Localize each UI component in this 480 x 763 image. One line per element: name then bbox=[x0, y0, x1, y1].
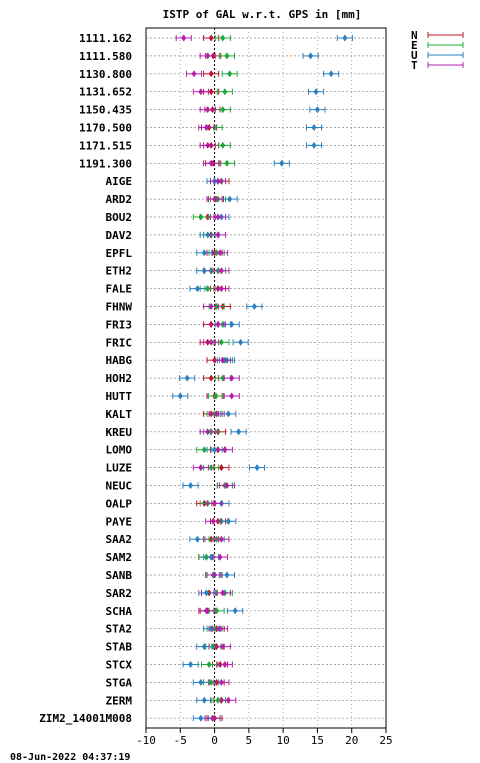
station-label: ZERM bbox=[105, 694, 132, 708]
data-point bbox=[219, 679, 224, 686]
data-point bbox=[238, 339, 243, 346]
data-point bbox=[226, 410, 231, 417]
data-point bbox=[209, 70, 214, 77]
data-point bbox=[195, 536, 200, 543]
station-label: 1150.435 bbox=[79, 103, 132, 117]
marker-u bbox=[183, 482, 198, 489]
station-label: LOMO bbox=[105, 443, 132, 457]
data-point bbox=[212, 500, 217, 507]
station-label: ZIM2_14001M008 bbox=[39, 712, 132, 726]
station-label: 1171.515 bbox=[79, 139, 132, 153]
station-label: 1130.800 bbox=[79, 67, 132, 81]
marker-t bbox=[204, 339, 219, 346]
marker-t bbox=[221, 697, 236, 704]
timestamp: 08-Jun-2022 04:37:19 bbox=[10, 752, 131, 763]
station-label: 1111.162 bbox=[79, 32, 132, 45]
marker-e bbox=[217, 88, 232, 95]
marker-n bbox=[204, 70, 219, 77]
data-point bbox=[195, 285, 200, 292]
data-point bbox=[314, 88, 319, 95]
marker-e bbox=[219, 160, 234, 167]
data-point bbox=[220, 142, 225, 149]
data-point bbox=[224, 572, 229, 579]
data-point bbox=[198, 214, 203, 221]
marker-u bbox=[193, 679, 208, 686]
marker-t bbox=[193, 464, 208, 471]
marker-e bbox=[215, 106, 230, 113]
data-point bbox=[220, 35, 225, 42]
station-label: AIGE bbox=[105, 175, 132, 189]
station-label: 1191.300 bbox=[79, 157, 132, 171]
marker-u bbox=[324, 70, 339, 77]
station-label: NEUC bbox=[105, 479, 132, 493]
marker-t bbox=[207, 500, 222, 507]
marker-u bbox=[222, 196, 237, 203]
marker-t bbox=[186, 70, 201, 77]
station-label: KREU bbox=[105, 425, 132, 439]
data-point bbox=[315, 106, 320, 113]
data-point bbox=[220, 106, 225, 113]
marker-u bbox=[310, 106, 325, 113]
data-point bbox=[185, 375, 190, 382]
data-point bbox=[308, 52, 313, 59]
data-point bbox=[219, 339, 224, 346]
marker-t bbox=[213, 554, 228, 561]
data-point bbox=[209, 375, 214, 382]
legend-label: T bbox=[411, 59, 418, 72]
data-point bbox=[207, 661, 212, 668]
station-label: STCX bbox=[105, 658, 132, 672]
marker-e bbox=[202, 661, 217, 668]
data-point bbox=[229, 393, 234, 400]
data-point bbox=[209, 464, 214, 471]
marker-u bbox=[197, 267, 212, 274]
marker-u bbox=[197, 697, 212, 704]
data-point bbox=[198, 464, 203, 471]
marker-u bbox=[337, 35, 352, 42]
station-label: SAM2 bbox=[105, 551, 132, 565]
data-point bbox=[216, 231, 221, 238]
marker-t bbox=[224, 375, 239, 382]
marker-u bbox=[306, 142, 321, 149]
data-point bbox=[227, 70, 232, 77]
marker-u bbox=[228, 607, 243, 614]
marker-e bbox=[215, 142, 230, 149]
marker-e bbox=[219, 52, 234, 59]
marker-u bbox=[274, 160, 289, 167]
data-point bbox=[211, 518, 216, 525]
data-point bbox=[188, 482, 193, 489]
legend-label: U bbox=[411, 49, 418, 62]
data-point bbox=[205, 106, 210, 113]
marker-t bbox=[176, 35, 191, 42]
marker-u bbox=[221, 518, 236, 525]
data-point bbox=[216, 321, 221, 328]
station-label: SAR2 bbox=[105, 586, 132, 600]
station-label: FALE bbox=[105, 282, 132, 296]
data-point bbox=[202, 697, 207, 704]
station-label: FRIC bbox=[105, 336, 132, 350]
data-point bbox=[312, 124, 317, 131]
station-label: HOH2 bbox=[105, 372, 132, 386]
marker-u bbox=[173, 393, 188, 400]
marker-u bbox=[190, 285, 205, 292]
x-tick-label: 5 bbox=[245, 734, 253, 747]
data-point bbox=[233, 607, 238, 614]
station-label: SAA2 bbox=[105, 533, 132, 547]
station-label: OALP bbox=[105, 497, 132, 511]
station-label: EPFL bbox=[105, 246, 132, 260]
data-point bbox=[227, 196, 232, 203]
data-point bbox=[236, 428, 241, 435]
data-point bbox=[212, 446, 217, 453]
station-label: HUTT bbox=[105, 390, 132, 403]
marker-e bbox=[208, 393, 223, 400]
data-point bbox=[224, 160, 229, 167]
data-point bbox=[312, 142, 317, 149]
data-point bbox=[205, 285, 210, 292]
data-point bbox=[204, 589, 209, 596]
data-point bbox=[219, 464, 224, 471]
marker-e bbox=[222, 70, 237, 77]
data-point bbox=[216, 697, 221, 704]
marker-t bbox=[210, 214, 225, 221]
data-point bbox=[209, 339, 214, 346]
marker-t bbox=[210, 231, 225, 238]
marker-t bbox=[200, 142, 215, 149]
marker-u bbox=[309, 88, 324, 95]
data-point bbox=[205, 231, 210, 238]
marker-t bbox=[214, 285, 229, 292]
marker-u bbox=[231, 428, 246, 435]
marker-t bbox=[217, 446, 232, 453]
x-tick-label: 20 bbox=[345, 734, 359, 747]
data-point bbox=[224, 52, 229, 59]
marker-t bbox=[210, 178, 225, 185]
legend-label: E bbox=[411, 39, 418, 52]
chart-title: ISTP of GAL w.r.t. GPS in [mm] bbox=[162, 8, 362, 21]
marker-t bbox=[200, 428, 215, 435]
station-label: KALT bbox=[105, 407, 132, 421]
station-label: 1111.580 bbox=[79, 49, 132, 63]
data-point bbox=[202, 446, 207, 453]
data-point bbox=[279, 160, 284, 167]
station-label: 1170.500 bbox=[79, 121, 132, 135]
marker-u bbox=[224, 321, 239, 328]
station-label: LUZE bbox=[105, 461, 132, 475]
data-point bbox=[204, 124, 209, 131]
data-point bbox=[329, 70, 334, 77]
x-tick-label: 25 bbox=[379, 734, 393, 747]
data-point bbox=[209, 88, 214, 95]
data-point bbox=[205, 428, 210, 435]
data-point bbox=[202, 267, 207, 274]
station-label: FRI3 bbox=[105, 318, 132, 332]
data-point bbox=[188, 661, 193, 668]
data-point bbox=[252, 303, 257, 310]
marker-e bbox=[193, 214, 208, 221]
station-label: PAYE bbox=[105, 515, 132, 529]
marker-t bbox=[207, 196, 222, 203]
station-label: SANB bbox=[105, 569, 132, 582]
data-point bbox=[192, 70, 197, 77]
station-label: HABG bbox=[105, 354, 132, 368]
data-point bbox=[226, 518, 231, 525]
station-label: DAV2 bbox=[105, 228, 132, 242]
data-point bbox=[198, 88, 203, 95]
station-label: ETH2 bbox=[105, 264, 132, 278]
station-label: STAB bbox=[105, 640, 132, 654]
marker-u bbox=[233, 339, 248, 346]
station-label: ARD2 bbox=[105, 193, 132, 207]
data-point bbox=[205, 142, 210, 149]
marker-u bbox=[250, 464, 265, 471]
legend-label: N bbox=[411, 29, 418, 42]
marker-u bbox=[306, 124, 321, 131]
data-point bbox=[219, 267, 224, 274]
data-point bbox=[222, 88, 227, 95]
marker-t bbox=[199, 607, 214, 614]
data-point bbox=[181, 35, 186, 42]
data-point bbox=[198, 715, 203, 722]
marker-t bbox=[224, 393, 239, 400]
marker-u bbox=[183, 661, 198, 668]
data-point bbox=[222, 446, 227, 453]
x-tick-label: 15 bbox=[310, 734, 325, 747]
plot-area bbox=[39, 28, 392, 747]
data-point bbox=[255, 464, 260, 471]
data-point bbox=[209, 35, 214, 42]
station-label: BOU2 bbox=[105, 211, 132, 224]
marker-e bbox=[215, 35, 230, 42]
marker-u bbox=[190, 536, 205, 543]
x-tick-label: -5 bbox=[173, 734, 187, 747]
marker-u bbox=[180, 375, 195, 382]
marker-t bbox=[193, 88, 208, 95]
station-label: SCHA bbox=[105, 604, 132, 618]
x-tick-label: 10 bbox=[276, 734, 290, 747]
data-point bbox=[219, 285, 224, 292]
data-point bbox=[198, 679, 203, 686]
legend bbox=[411, 29, 463, 72]
data-point bbox=[216, 214, 221, 221]
marker-t bbox=[214, 267, 229, 274]
data-point bbox=[222, 661, 227, 668]
data-point bbox=[216, 178, 221, 185]
data-point bbox=[219, 536, 224, 543]
x-tick-label: -10 bbox=[136, 734, 156, 747]
data-point bbox=[178, 393, 183, 400]
marker-t bbox=[215, 643, 230, 650]
data-point bbox=[342, 35, 347, 42]
station-label: FHNW bbox=[105, 300, 132, 314]
station-label: STGA bbox=[105, 676, 132, 690]
station-label: 1131.652 bbox=[79, 85, 132, 99]
station-label: STA2 bbox=[105, 622, 132, 636]
data-point bbox=[202, 249, 207, 256]
data-point bbox=[226, 697, 231, 704]
x-tick-label: 0 bbox=[211, 734, 218, 747]
marker-u bbox=[303, 52, 318, 59]
